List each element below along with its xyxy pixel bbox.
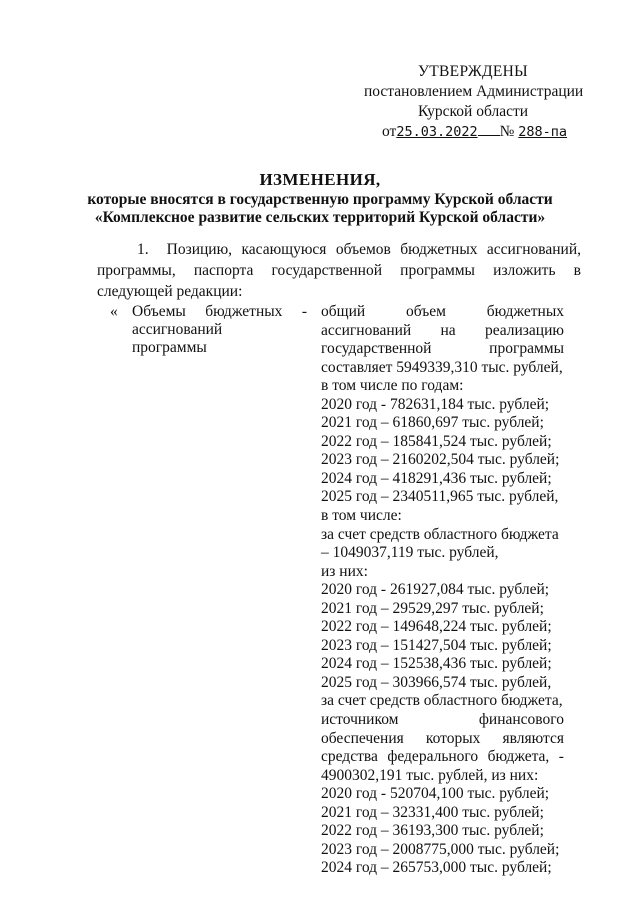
word: ассигнований xyxy=(321,321,412,339)
word: бюджетных xyxy=(486,303,564,320)
paragraph-1 xyxy=(97,239,581,302)
right-line-30: 2023 год – 2008775,000 тыс. рублей; xyxy=(321,840,560,858)
right-line-21: 2025 год – 303966,574 тыс. рублей, xyxy=(321,673,552,691)
right-line-4: составляет 5949339,310 тыс. рублей, xyxy=(321,358,563,376)
right-line-1 xyxy=(321,303,564,322)
right-line-8: 2022 год – 185841,524 тыс. рублей; xyxy=(321,432,552,450)
right-line-19: 2023 год – 151427,504 тыс. рублей; xyxy=(321,636,552,654)
right-line-18: 2022 год – 149648,224 тыс. рублей; xyxy=(321,618,552,636)
right-line-6: 2020 год - 782631,184 тыс. рублей; xyxy=(321,395,550,413)
right-line-28: 2021 год – 32331,400 тыс. рублей; xyxy=(321,803,544,821)
left-dash: - xyxy=(301,303,307,320)
right-line-15: из них: xyxy=(321,562,368,580)
approval-date-line xyxy=(360,122,600,142)
word: объем xyxy=(406,303,446,320)
left-word-2: бюджетных xyxy=(205,303,283,320)
paragraph-text: Позицию, касающуюся объемов бюджетных ассигнований, программы, паспорта государственной программы изложить в следующей редакции: xyxy=(97,241,581,300)
right-line-22: за счет средств областного бюджета, xyxy=(321,692,563,710)
left-line-3: программы xyxy=(132,339,207,356)
right-line-23 xyxy=(321,711,564,730)
approval-title: УТВЕРЖДЕНЫ xyxy=(418,63,528,80)
right-line-14: – 1049037,119 тыс. рублей, xyxy=(321,544,499,562)
right-line-3 xyxy=(321,340,564,359)
word: на xyxy=(440,321,456,339)
document-subtitle: которые вносятся в государственную программу Курской области xyxy=(87,191,553,208)
right-line-10: 2024 год – 418291,436 тыс. рублей; xyxy=(321,469,552,487)
word: источником xyxy=(321,711,399,729)
right-line-13: за счет средств областного бюджета xyxy=(321,525,559,543)
word: обеспечения xyxy=(321,729,404,747)
opening-quote: « xyxy=(110,303,118,320)
right-line-11: 2025 год – 2340511,965 тыс. рублей, xyxy=(321,488,559,506)
left-word-1: Объемы xyxy=(132,303,186,320)
left-line-2: ассигнований xyxy=(132,321,223,338)
right-line-31: 2024 год – 265753,000 тыс. рублей; xyxy=(321,859,552,877)
word: которых xyxy=(425,729,481,747)
word: общий xyxy=(321,303,366,320)
word: являются xyxy=(502,729,564,747)
word: бюджета, xyxy=(487,748,550,766)
right-line-12: в том числе: xyxy=(321,507,402,525)
right-line-5: в том числе по годам: xyxy=(321,377,464,395)
word: финансового xyxy=(478,711,564,729)
right-line-7: 2021 год – 61860,697 тыс. рублей; xyxy=(321,414,544,432)
document-title: ИЗМЕНЕНИЯ, xyxy=(259,170,381,189)
approval-block xyxy=(360,62,600,142)
right-line-29: 2022 год – 36193,300 тыс. рублей; xyxy=(321,822,544,840)
left-cell xyxy=(132,303,307,357)
word: государственной xyxy=(321,340,432,358)
word: реализацию xyxy=(484,321,564,339)
program-name: «Комплексное развитие сельских территорий Курской области» xyxy=(94,209,546,226)
right-line-27: 2020 год - 520704,100 тыс. рублей; xyxy=(321,785,550,803)
approval-number: 288-па xyxy=(518,124,568,140)
right-line-25 xyxy=(321,748,564,767)
right-line-26: 4900302,191 тыс. рублей, из них: xyxy=(321,766,539,784)
right-line-16: 2020 год - 261927,084 тыс. рублей; xyxy=(321,581,550,599)
right-line-17: 2021 год – 29529,297 тыс. рублей; xyxy=(321,599,544,617)
right-line-20: 2024 год – 152538,436 тыс. рублей; xyxy=(321,655,552,673)
approval-date: 25.03.2022 xyxy=(396,124,478,140)
right-cell xyxy=(321,303,564,878)
approval-issuer: постановлением Администрации xyxy=(364,83,584,100)
paragraph-number: 1. xyxy=(137,241,149,258)
word: федерального xyxy=(387,748,479,766)
right-line-9: 2023 год – 2160202,504 тыс. рублей; xyxy=(321,451,560,469)
word: - xyxy=(558,748,564,766)
word: программы xyxy=(489,340,564,358)
word: средства xyxy=(321,748,378,766)
number-prefix: № xyxy=(499,123,515,140)
date-underline xyxy=(478,123,500,136)
right-line-2 xyxy=(321,322,564,341)
approval-region: Курской области xyxy=(418,103,529,120)
right-line-24 xyxy=(321,730,564,749)
date-prefix: от xyxy=(382,123,397,140)
